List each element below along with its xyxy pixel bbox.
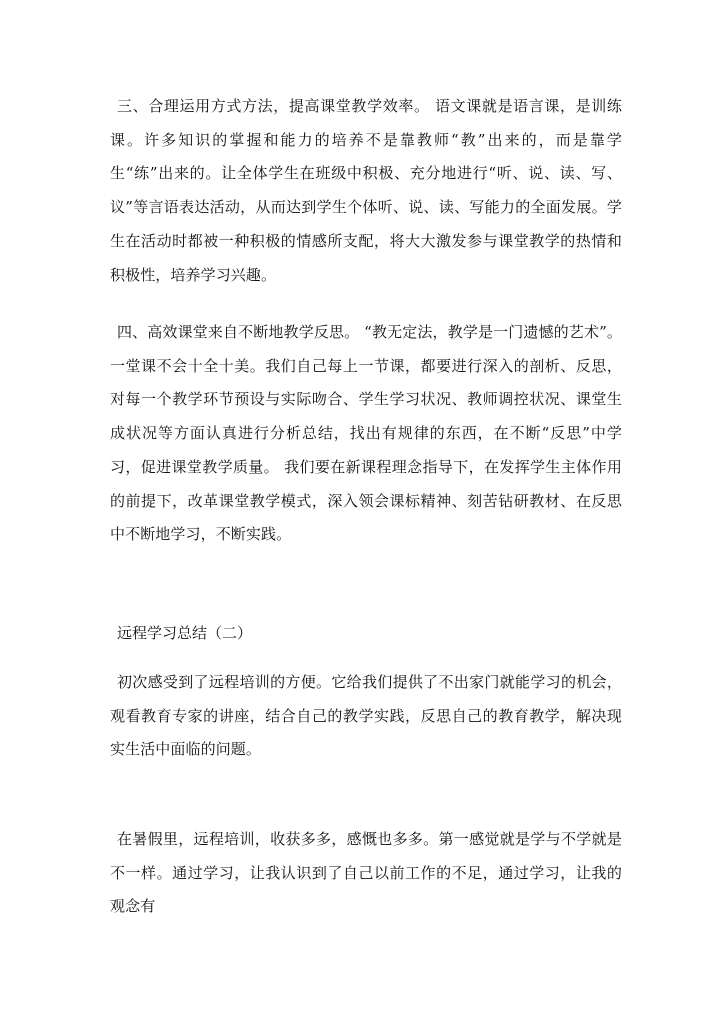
section-heading: 远程学习总结（二） — [117, 624, 253, 642]
paragraph-summer-training: 在暑假里，远程培训，收获多多，感慨也多多。第一感觉就是学与不学就是不一样。通过学习，让我认识到了自己以前工作的不足，通过学习，让我的观念有 — [110, 830, 622, 916]
paragraph-method-efficiency: 三、合理运用方式方法，提高课堂教学效率。 语文课就是语言课，是训练课。许多知识的掌握和能力的培养不是靠教师“教”出来的，而是靠学生“练”出来的。让全体学生在班级中积极、充分地进行“听、说、读、写、议”等言语表达活动，从而达到学生个体听、说、读、写能力的全面发展。学生在活动时都被一种积极的情感所支配，将大大激发参与课堂教学的热情和积极性，培养学习兴趣。 — [110, 97, 622, 284]
paragraph-teaching-reflection: 四、高效课堂来自不断地教学反思。 “教无定法，教学是一门遗憾的艺术”。一堂课不会十全十美。我们自己每上一节课，都要进行深入的剖析、反思，对每一个教学环节预设与实际吻合、学生学习状况、教师调控状况、课堂生成状况等方面认真进行分析总结，找出有规律的东西，在不断“反思”中学习，促进课堂教学质量。 我们要在新课程理念指导下，在发挥学生主体作用的前提下，改革课堂教学模式，深入领会课标精神、刻苦钻研教材、在反思中不断地学习，不断实践。 — [110, 323, 622, 544]
paragraph-remote-training-intro: 初次感受到了远程培训的方便。它给我们提供了不出家门就能学习的机会，观看教育专家的讲座，结合自己的教学实践，反思自己的教育教学，解决现实生活中面临的问题。 — [110, 673, 622, 759]
